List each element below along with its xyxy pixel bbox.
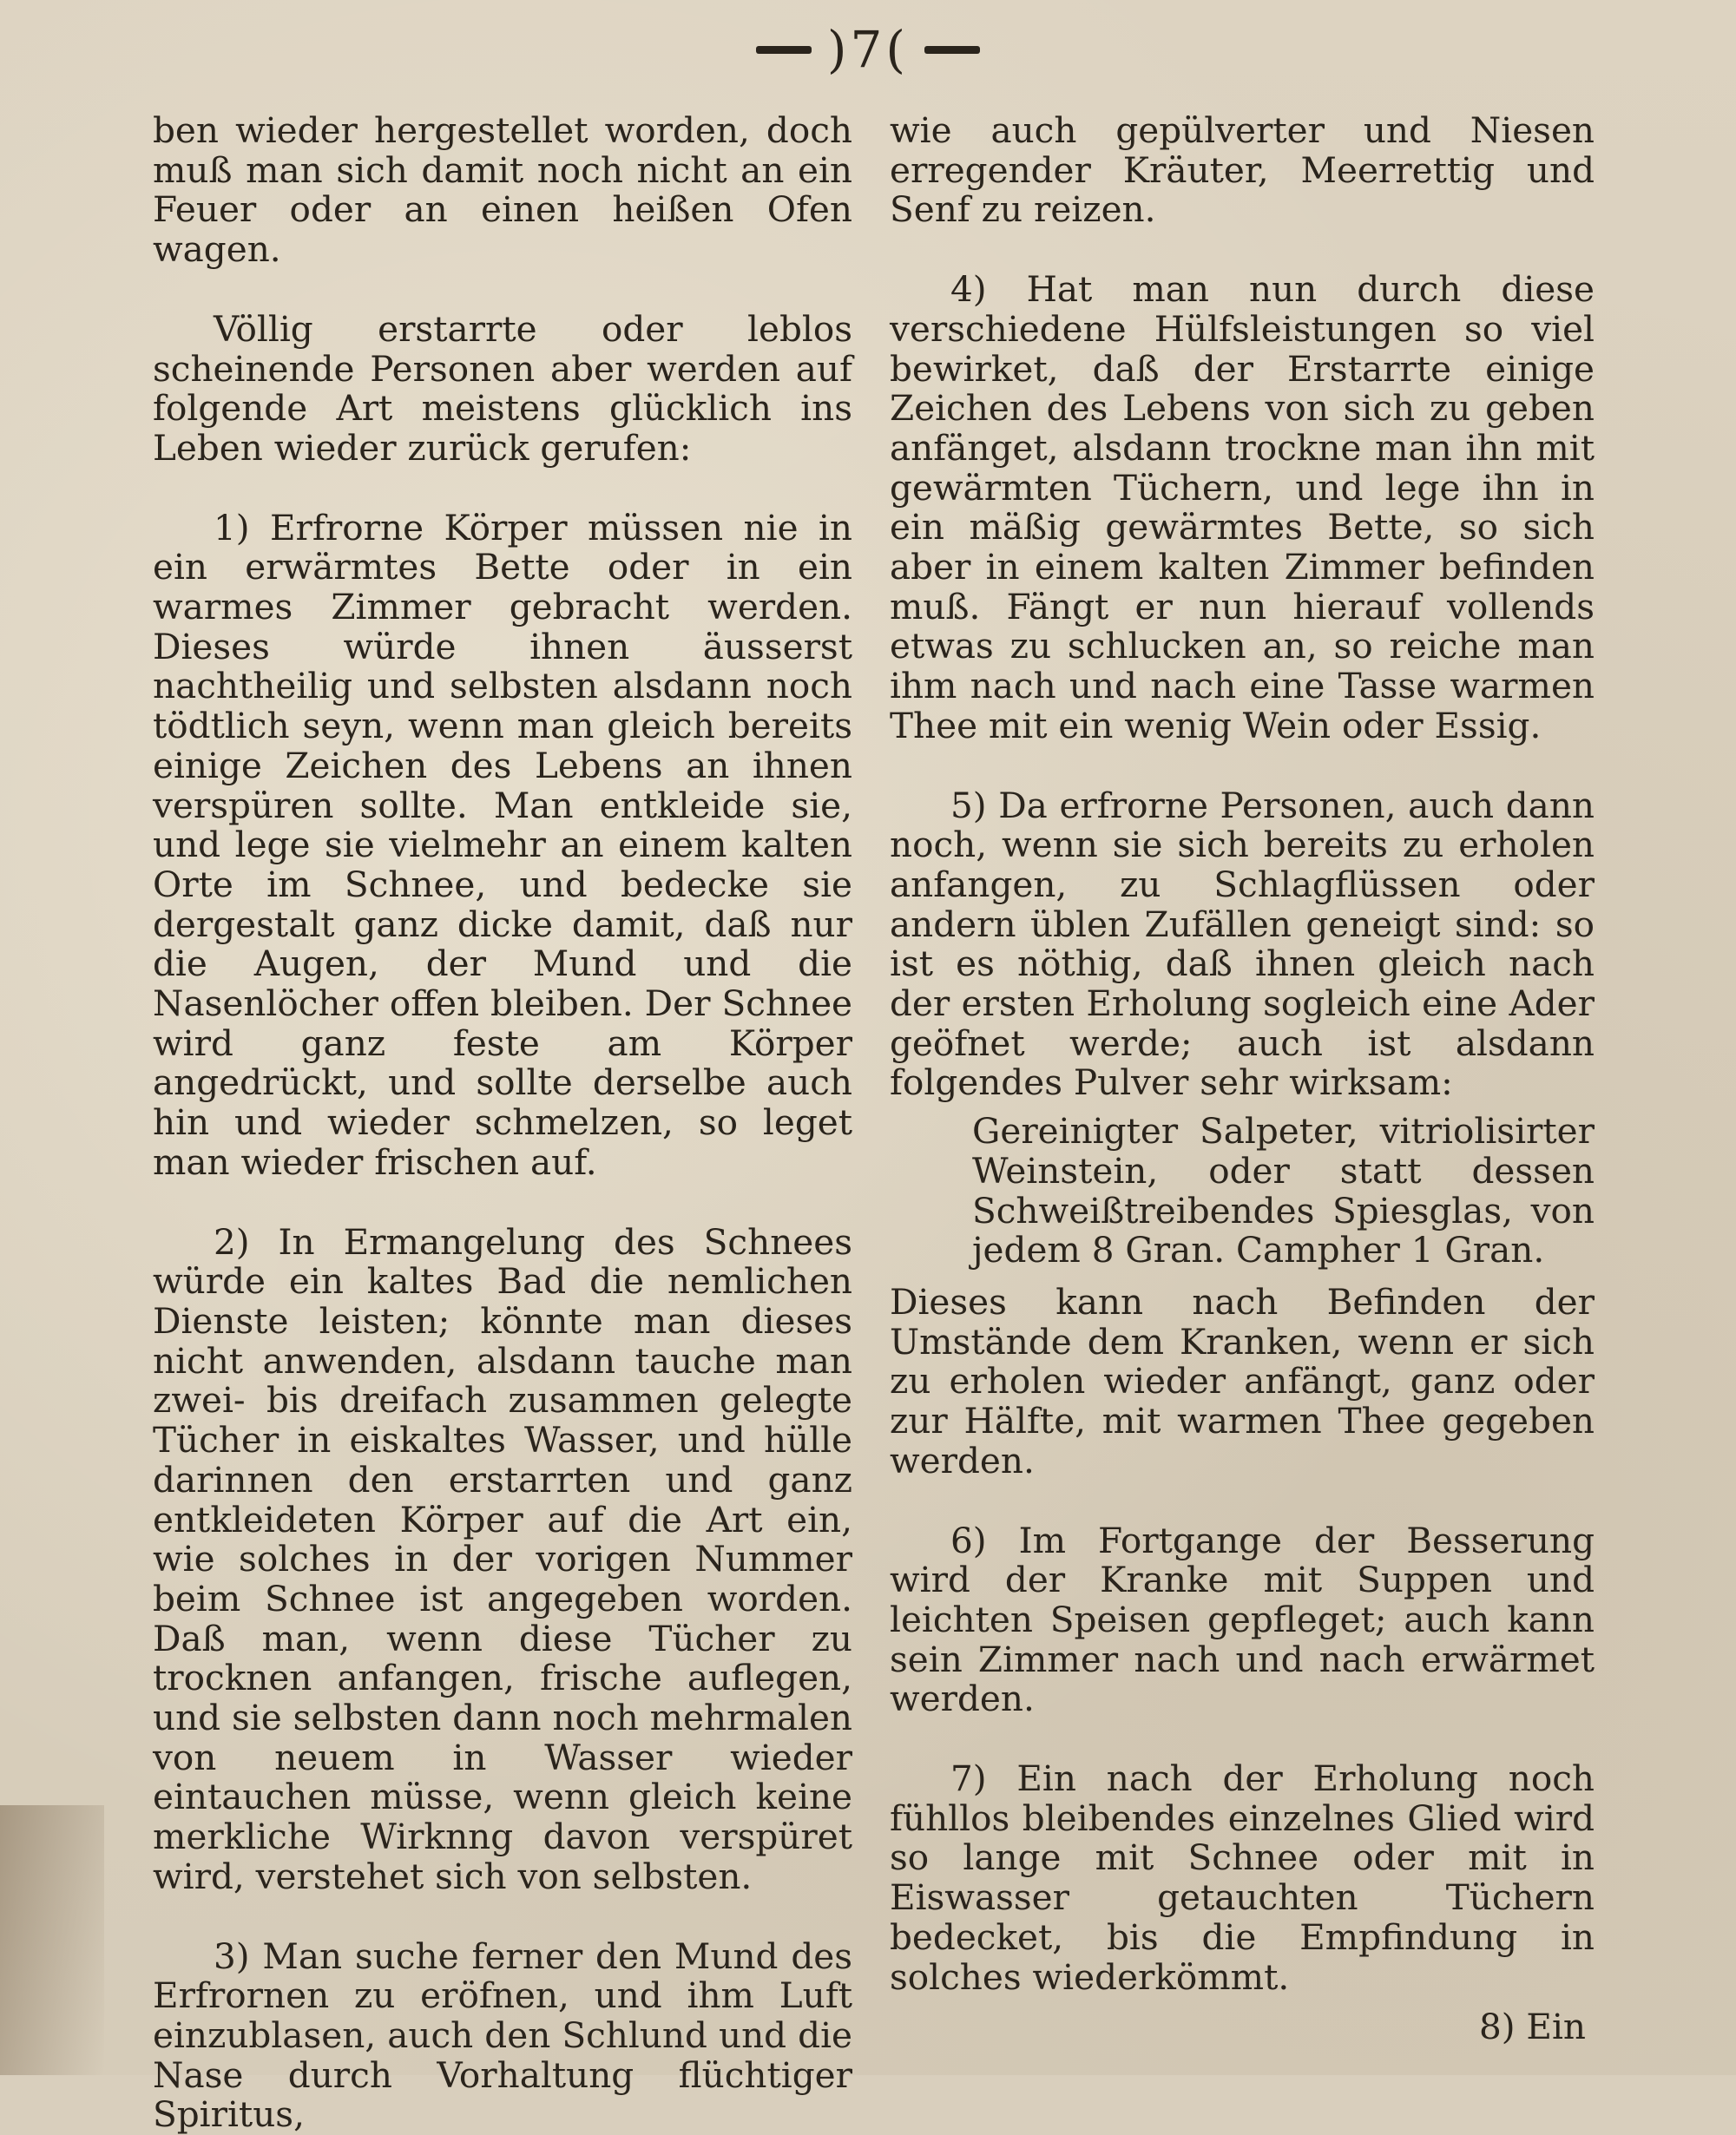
catchword: 8) Ein xyxy=(1478,2006,1586,2048)
left-column xyxy=(153,111,852,2135)
paragraph-item-4: 4) Hat man nun durch diese verschiedene Hülfsleistungen so viel bewirket, daß der Erstarrte einige Zeichen des Lebens von sich zu geben anfänget, alsdann trockne man ihn mit gewärmten Tüchern, und lege ihn in ein mäßig gewärmtes Bette, so sich aber in einem kalten Zimmer befinden muß. Fängt er nun hierauf vollends etwas zu schlucken an, so reiche man ihm nach und nach eine Tasse warmen Thee mit ein wenig Wein oder Essig. xyxy=(890,268,1595,746)
right-column xyxy=(890,111,1595,2047)
header-dash-right xyxy=(924,46,980,54)
paragraph-item-3: 3) Man suche ferner den Mund des Erfrornen zu eröfnen, und ihm Luft einzublasen, auch den Schlund und die Nase durch Vorhaltung flüchtiger Spiritus, xyxy=(153,1935,852,2135)
recipe-block: Gereinigter Salpeter, vitriolisirter Weinstein, oder statt dessen Schweißtreibendes Spiesglas, von jedem 8 Gran. Campher 1 Gran. xyxy=(972,1110,1595,1271)
paragraph-continuation: ben wieder hergestellet worden, doch muß man sich damit noch nicht an ein Feuer oder an einen heißen Ofen wagen. xyxy=(153,109,852,271)
paragraph-item-5-after: Dieses kann nach Befinden der Umstände dem Kranken, wenn er sich zu erholen wieder anfängt, ganz oder zur Hälfte, mit warmen Thee gegeben werden. xyxy=(890,1280,1595,1481)
paragraph-item-6: 6) Im Fortgange der Besserung wird der Kranke mit Suppen und leichten Speisen gepfleget; auch kann sein Zimmer nach und nach erwärmet werden. xyxy=(890,1519,1595,1720)
page-edge-shadow xyxy=(0,1805,104,2075)
paragraph-item-1: 1) Erfrorne Körper müssen nie in ein erwärmtes Bette oder in ein warmes Zimmer gebracht werden. Dieses würde ihnen äusserst nachtheilig und selbsten alsdann noch tödtlich seyn, wenn man gleich bereits einige Zeichen des Lebens an ihnen verspüren sollte. Man entkleide sie, und lege sie vielmehr an einem kalten Orte im Schnee, und bedecke sie dergestalt ganz dicke damit, daß nur die Augen, der Mund und die Nasenlöcher offen bleiben. Der Schnee wird ganz feste am Körper angedrückt, und sollte derselbe auch hin und wieder schmelzen, so leget man wieder frischen auf. xyxy=(153,506,852,1183)
header-dash-left xyxy=(756,46,812,54)
paragraph-intro: Völlig erstarrte oder leblos scheinende Personen aber werden auf folgende Art meistens glücklich ins Leben wieder zurück gerufen: xyxy=(153,307,852,469)
paragraph-item-3-continuation: wie auch gepülverter und Niesen erregender Kräuter, Meerrettig und Senf zu reizen. xyxy=(890,109,1595,231)
paragraph-item-7: 7) Ein nach der Erholung noch fühllos bleibendes einzelnes Glied wird so lange mit Schnee oder mit in Eiswasser getauchten Tüchern bedecket, bis die Empfindung in solches wiederkömmt. xyxy=(890,1757,1595,1998)
paragraph-item-5: 5) Da erfrorne Personen, auch dann noch, wenn sie sich bereits zu erholen anfangen, zu Schlagflüssen oder andern üblen Zufällen geneigt sind: so ist es nöthig, daß ihnen gleich nach der ersten Erholung sogleich eine Ader geöfnet werde; auch ist alsdann folgendes Pulver sehr wirksam: xyxy=(890,784,1595,1104)
page-header xyxy=(0,19,1736,80)
page-number: )7( xyxy=(826,20,910,79)
paragraph-item-2: 2) In Ermangelung des Schnees würde ein kaltes Bad die nemlichen Dienste leisten; könnte man dieses nicht anwenden, alsdann tauche man zwei- bis dreifach zusammen gelegte Tücher in eiskaltes Wasser, und hülle darinnen den erstarrten und ganz entkleideten Körper auf die Art ein, wie solches in der vorigen Nummer beim Schnee ist angegeben worden. Daß man, wenn diese Tücher zu trocknen anfangen, frische auflegen, und sie selbsten dann noch mehrmalen von neuem in Wasser wieder eintauchen müsse, wenn gleich keine merkliche Wirknng davon verspüret wird, verstehet sich von selbsten. xyxy=(153,1220,852,1897)
